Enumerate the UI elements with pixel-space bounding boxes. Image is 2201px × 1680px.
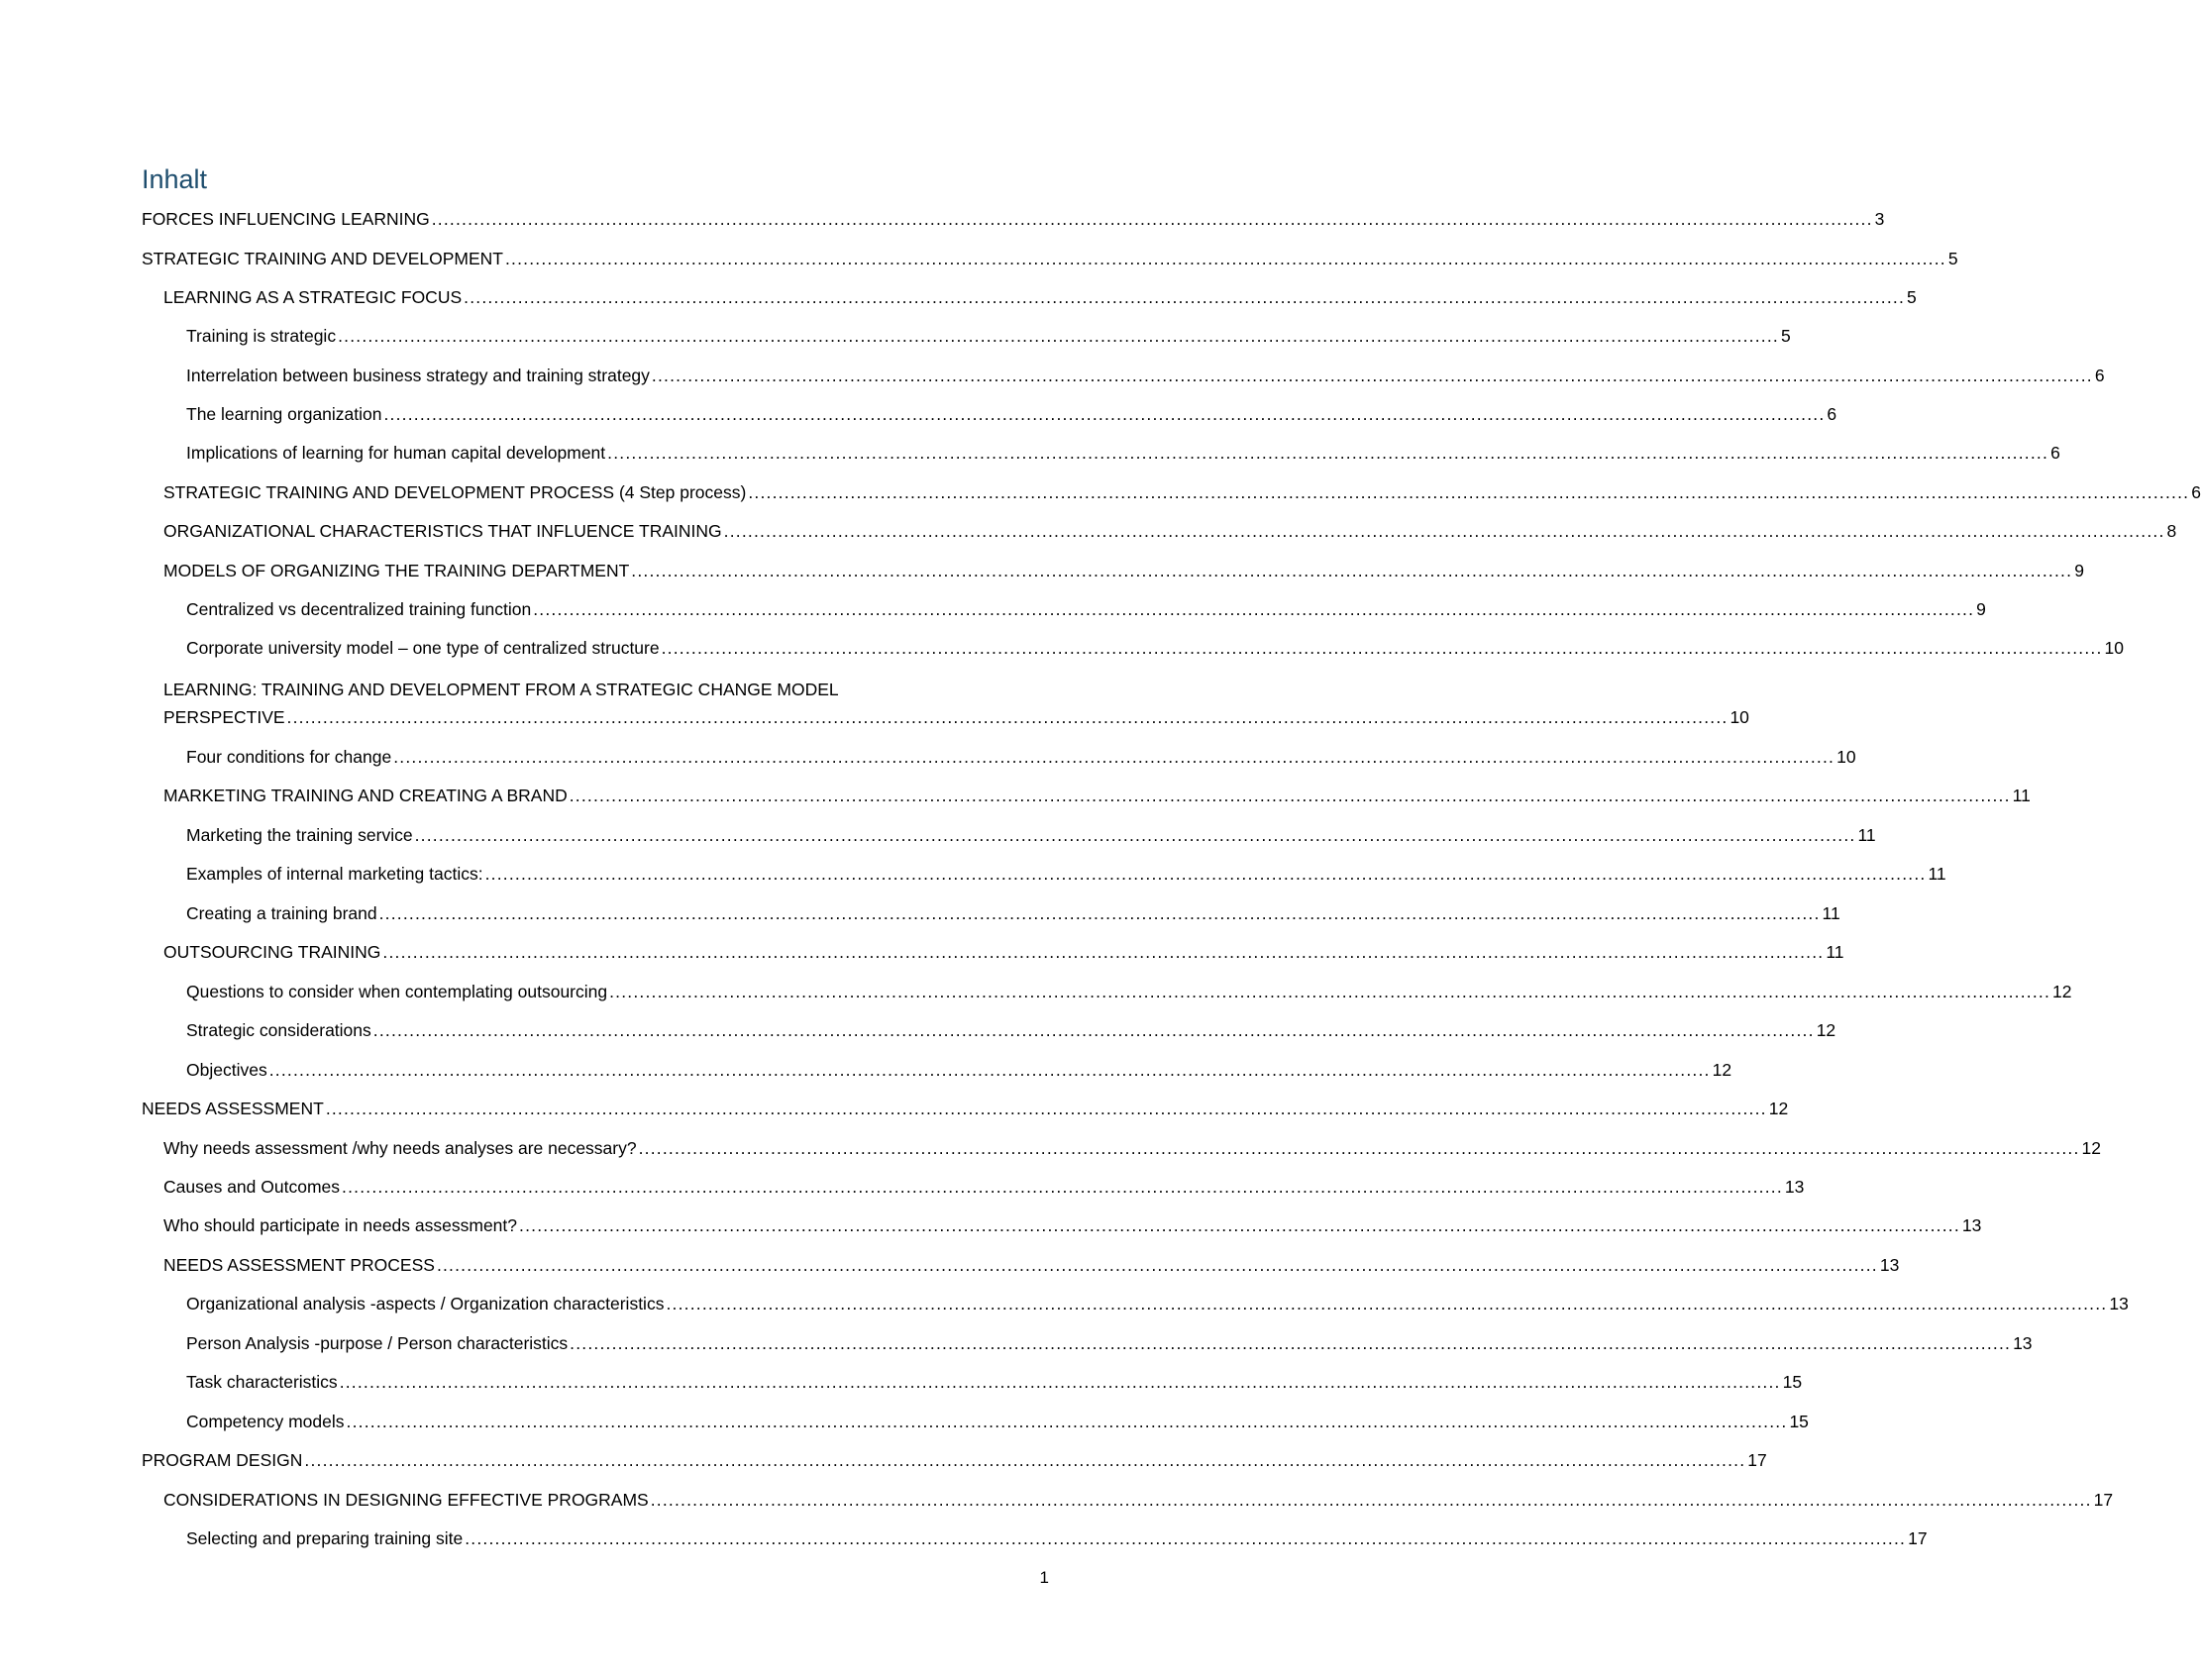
- toc-entry-title: Causes and Outcomes: [163, 1177, 341, 1197]
- toc-entry[interactable]: [163, 482, 2201, 502]
- toc-entry[interactable]: [163, 786, 2031, 805]
- toc-entry-page: 13: [2013, 1333, 2033, 1353]
- toc-entry-page: 6: [2191, 482, 2201, 502]
- dot-leader: [338, 326, 1779, 346]
- toc-entry[interactable]: [163, 1490, 2114, 1510]
- toc-entry[interactable]: [186, 1372, 1803, 1392]
- toc-entry-page: 11: [1928, 864, 1946, 884]
- toc-entry-page: 12: [2081, 1138, 2101, 1158]
- toc-entry-title: Questions to consider when contemplating outsourcing: [186, 982, 608, 1001]
- toc-entry-page: 5: [1947, 249, 1958, 268]
- dot-leader: [304, 1450, 1745, 1470]
- toc-entry-page: 6: [2094, 366, 2105, 385]
- toc-entry-title: PERSPECTIVE: [163, 707, 285, 727]
- toc-entry-title: Interrelation between business strategy and training strategy: [186, 366, 650, 385]
- toc-entry-page: 11: [1822, 903, 1840, 923]
- toc-entry[interactable]: [163, 521, 2177, 541]
- dot-leader: [437, 1255, 1878, 1275]
- dot-leader: [384, 404, 1826, 424]
- toc-entry-page: 15: [1789, 1412, 1809, 1431]
- toc-entry-title: The learning organization: [186, 404, 382, 424]
- toc-entry[interactable]: [163, 1215, 1982, 1235]
- toc-entry[interactable]: [163, 561, 2084, 580]
- toc-entry-title: Four conditions for change: [186, 747, 392, 767]
- toc-entry[interactable]: [186, 1060, 1732, 1080]
- dot-leader: [505, 249, 1946, 268]
- dot-leader: [519, 1215, 1960, 1235]
- page-number: 1: [1039, 1568, 1049, 1587]
- toc-entry[interactable]: [142, 209, 1885, 229]
- toc-entry[interactable]: [163, 1255, 1900, 1275]
- toc-entry[interactable]: [186, 1528, 1928, 1548]
- toc-entry[interactable]: [186, 443, 2060, 463]
- toc-entry-page: 12: [1768, 1099, 1789, 1118]
- toc-entry[interactable]: [186, 903, 1840, 923]
- toc-entry[interactable]: [186, 982, 2072, 1001]
- toc-entry-page: 10: [1836, 747, 1856, 767]
- toc-entry-title: Who should participate in needs assessment?: [163, 1215, 518, 1235]
- toc-entry-page: 12: [2052, 982, 2072, 1001]
- toc-entry-title: ORGANIZATIONAL CHARACTERISTICS THAT INFLUENCE TRAINING: [163, 521, 722, 541]
- toc-entry-title: Why needs assessment /why needs analyses are necessary?: [163, 1138, 637, 1158]
- toc-entry-title: Training is strategic: [186, 326, 337, 346]
- toc-entry[interactable]: [163, 707, 1749, 727]
- dot-leader: [666, 1294, 2107, 1313]
- toc-entry-title: Examples of internal marketing tactics:: [186, 864, 483, 884]
- dot-leader: [340, 1372, 1781, 1392]
- toc-entry-title: PROGRAM DESIGN: [142, 1450, 303, 1470]
- toc-entry[interactable]: [186, 864, 1946, 884]
- dot-leader: [269, 1060, 1711, 1080]
- toc-entry-page: 6: [2050, 443, 2060, 463]
- dot-leader: [373, 1020, 1815, 1040]
- toc-entry[interactable]: [163, 1177, 1805, 1197]
- dot-leader: [533, 599, 1974, 619]
- dot-leader: [631, 561, 2072, 580]
- toc-entry-title: Corporate university model – one type of centralized structure: [186, 638, 660, 658]
- toc-entry-page: 5: [1907, 287, 1917, 307]
- dot-leader: [570, 786, 2011, 805]
- toc-entry[interactable]: [163, 942, 1844, 962]
- toc-entry-title: OUTSOURCING TRAINING: [163, 942, 381, 962]
- toc-entry-title: LEARNING AS A STRATEGIC FOCUS: [163, 287, 463, 307]
- toc-entry-page: 15: [1782, 1372, 1803, 1392]
- toc-entry-title: Competency models: [186, 1412, 345, 1431]
- toc-entry[interactable]: [186, 366, 2105, 385]
- toc-entry-page: 9: [2074, 561, 2084, 580]
- toc-entry-title: Selecting and preparing training site: [186, 1528, 464, 1548]
- toc-entry-page: 17: [1747, 1450, 1767, 1470]
- toc-entry-page: 12: [1816, 1020, 1836, 1040]
- toc-heading: Inhalt: [142, 164, 208, 194]
- toc-entry-page: 17: [2093, 1490, 2114, 1510]
- toc-entry[interactable]: [186, 1333, 2033, 1353]
- toc-entry-page: 6: [1827, 404, 1837, 424]
- toc-entry[interactable]: [186, 1412, 1809, 1431]
- toc-entry-title: Objectives: [186, 1060, 267, 1080]
- dot-leader: [382, 942, 1824, 962]
- dot-leader: [485, 864, 1927, 884]
- toc-entry[interactable]: [186, 1294, 2129, 1313]
- toc-entry-title: CONSIDERATIONS IN DESIGNING EFFECTIVE PROGRAMS: [163, 1490, 649, 1510]
- toc-entry[interactable]: [186, 1020, 1836, 1040]
- toc-entry-page: 10: [1729, 707, 1749, 727]
- toc-entry-title: Task characteristics: [186, 1372, 338, 1392]
- toc-entry-page: 9: [1976, 599, 1986, 619]
- dot-leader: [347, 1412, 1788, 1431]
- dot-leader: [607, 443, 2048, 463]
- dot-leader: [415, 825, 1856, 845]
- dot-leader: [662, 638, 2103, 658]
- dot-leader: [379, 903, 1821, 923]
- toc-entry-title: FORCES INFLUENCING LEARNING: [142, 209, 430, 229]
- toc-entry[interactable]: [142, 1099, 1789, 1118]
- dot-leader: [432, 209, 1873, 229]
- toc-entry[interactable]: [142, 1450, 1767, 1470]
- toc-entry-page: 3: [1874, 209, 1885, 229]
- dot-leader: [748, 482, 2189, 502]
- toc-entry[interactable]: [186, 404, 1837, 424]
- dot-leader: [465, 1528, 1906, 1548]
- toc-entry[interactable]: [186, 825, 1876, 845]
- toc-entry-page: 13: [1879, 1255, 1900, 1275]
- dot-leader: [287, 707, 1729, 727]
- toc-entry-title: NEEDS ASSESSMENT: [142, 1099, 324, 1118]
- toc-entry-title: Person Analysis -purpose / Person characteristics: [186, 1333, 569, 1353]
- toc-entry[interactable]: [186, 599, 1986, 619]
- toc-entry-title: Implications of learning for human capital development: [186, 443, 606, 463]
- toc-entry[interactable]: [186, 747, 1856, 767]
- dot-leader: [639, 1138, 2080, 1158]
- toc-entry-page: 13: [1784, 1177, 1805, 1197]
- dot-leader: [393, 747, 1834, 767]
- toc-entry-page: 8: [2166, 521, 2177, 541]
- toc-entry-page: 17: [1908, 1528, 1928, 1548]
- toc-entry-page: 11: [1857, 825, 1876, 845]
- dot-leader: [464, 287, 1905, 307]
- toc-entry-title: STRATEGIC TRAINING AND DEVELOPMENT: [142, 249, 503, 268]
- toc-entry-title: MODELS OF ORGANIZING THE TRAINING DEPARTMENT: [163, 561, 630, 580]
- dot-leader: [652, 366, 2093, 385]
- toc-entry-title: Creating a training brand: [186, 903, 377, 923]
- toc-entry[interactable]: [186, 638, 2124, 658]
- toc-entry-title: Organizational analysis -aspects / Organization characteristics: [186, 1294, 665, 1313]
- toc-entry-page: 13: [1961, 1215, 1982, 1235]
- toc-entry-page: 10: [2104, 638, 2124, 658]
- toc-entry[interactable]: [163, 1138, 2101, 1158]
- toc-entry-title-line1[interactable]: LEARNING: TRAINING AND DEVELOPMENT FROM A STRATEGIC CHANGE MODEL: [163, 680, 839, 699]
- toc-entry-title: MARKETING TRAINING AND CREATING A BRAND: [163, 786, 568, 805]
- toc-entry-title: NEEDS ASSESSMENT PROCESS: [163, 1255, 435, 1275]
- dot-leader: [342, 1177, 1783, 1197]
- toc-entry-page: 11: [1826, 942, 1844, 962]
- toc-entry-title: Marketing the training service: [186, 825, 413, 845]
- toc-entry-title: Centralized vs decentralized training function: [186, 599, 532, 619]
- dot-leader: [326, 1099, 1767, 1118]
- dot-leader: [651, 1490, 2092, 1510]
- toc-entry-page: 5: [1780, 326, 1791, 346]
- toc-entry-page: 11: [2012, 786, 2031, 805]
- dot-leader: [724, 521, 2165, 541]
- toc-entry-page: 13: [2109, 1294, 2129, 1313]
- dot-leader: [570, 1333, 2011, 1353]
- toc-entry[interactable]: [186, 326, 1791, 346]
- toc-entry-title: STRATEGIC TRAINING AND DEVELOPMENT PROCESS (4 Step process): [163, 482, 747, 502]
- toc-entry[interactable]: [142, 249, 1958, 268]
- toc-entry-title: Strategic considerations: [186, 1020, 371, 1040]
- dot-leader: [609, 982, 2050, 1001]
- toc-entry-page: 12: [1712, 1060, 1732, 1080]
- toc-entry[interactable]: [163, 287, 1917, 307]
